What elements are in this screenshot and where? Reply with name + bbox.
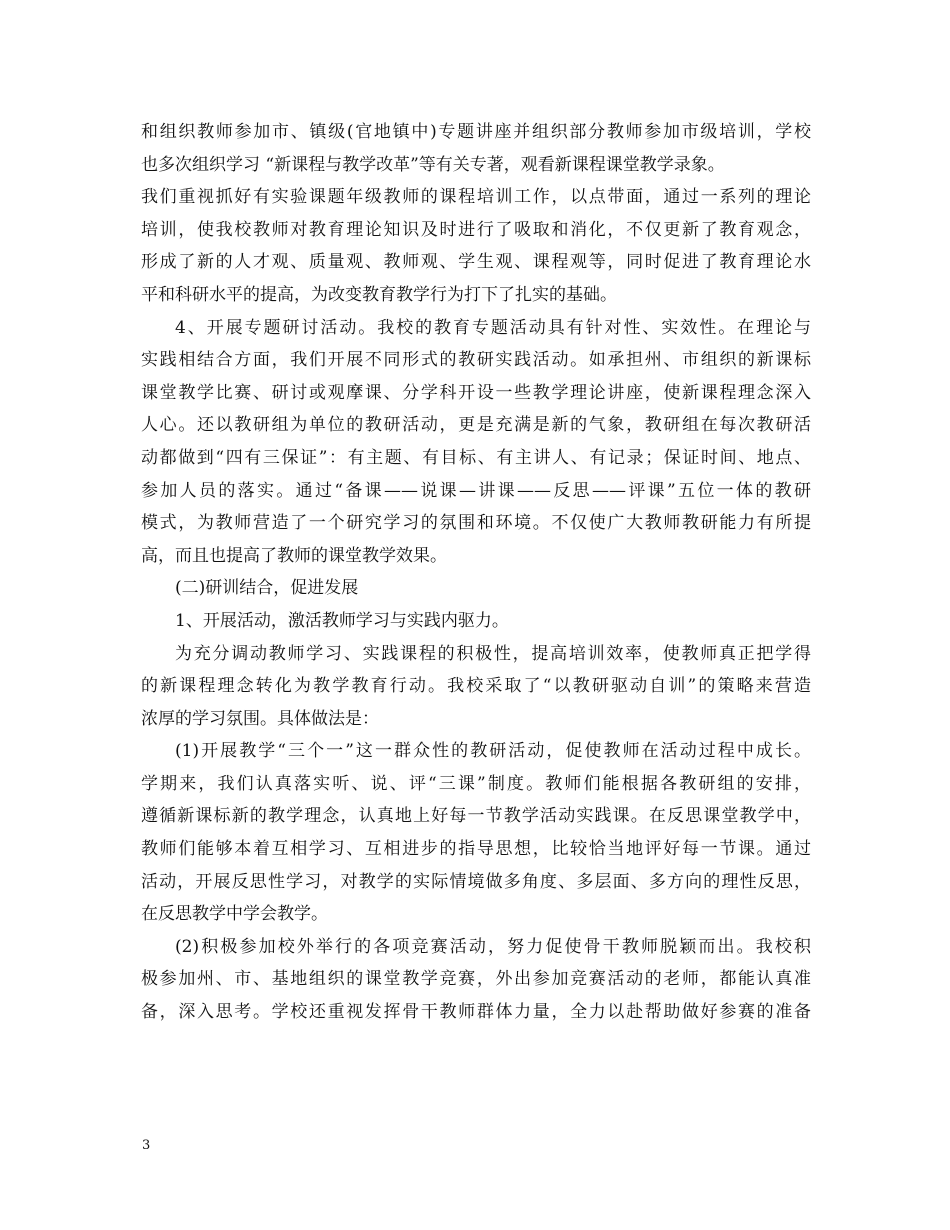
text-line: 动都做到“四有三保证”：有主题、有目标、有主讲人、有记录；保证时间、地点、 — [141, 447, 811, 468]
text-line: 模式，为教师营造了一个研究学习的氛围和环境。不仅使广大教师教研能力有所提 — [141, 513, 811, 534]
text-line: 也多次组织学习 “新课程与教学改革”等有关专著，观看新课程课堂教学录象。 — [141, 154, 725, 175]
page-number: 3 — [142, 1138, 151, 1153]
body-text — [141, 116, 811, 1029]
text-line: 我们重视抓好有实验课题年级教师的课程培训工作，以点带面，通过一系列的理论 — [141, 187, 811, 208]
text-line: 高，而且也提高了教师的课堂教学效果。 — [141, 545, 447, 566]
text-line: 4、开展专题研讨活动。我校的教育专题活动具有针对性、实效性。在理论与 — [175, 317, 811, 338]
text-line: 的新课程理念转化为教学教育行动。我校采取了“以教研驱动自训”的策略来营造 — [141, 676, 811, 697]
text-line: 学期来，我们认真落实听、说、评“三课”制度。教师们能根据各教研组的安排， — [141, 773, 811, 794]
text-line: 培训，使我校教师对教育理论知识及时进行了吸取和消化，不仅更新了教育观念， — [141, 219, 811, 240]
text-line: 人心。还以教研组为单位的教研活动，更是充满是新的气象，教研组在每次教研活 — [141, 415, 811, 436]
text-line: (2)积极参加校外举行的各项竞赛活动，努力促使骨干教师脱颖而出。我校积 — [175, 936, 811, 957]
text-line: 参加人员的落实。通过“备课——说课—讲课——反思——评课”五位一体的教研 — [141, 480, 811, 501]
text-line: 1、开展活动，激活教师学习与实践内驱力。 — [175, 610, 509, 631]
text-line: (1)开展教学“三个一”这一群众性的教研活动，促使教师在活动过程中成长。 — [175, 741, 811, 762]
text-line: 活动，开展反思性学习，对教学的实际情境做多角度、多层面、多方向的理性反思， — [141, 871, 811, 892]
text-line: 浓厚的学习氛围。具体做法是： — [141, 708, 379, 729]
text-line: 实践相结合方面，我们开展不同形式的教研实践活动。如承担州、市组织的新课标 — [141, 350, 811, 371]
text-line: 形成了新的人才观、质量观、教师观、学生观、课程观等，同时促进了教育理论水 — [141, 252, 811, 273]
text-line: (二)研训结合，促进发展 — [175, 578, 359, 599]
text-line: 和组织教师参加市、镇级(官地镇中)专题讲座并组织部分教师参加市级培训，学校 — [141, 122, 811, 142]
text-line: 平和科研水平的提高，为改变教育教学行为打下了扎实的基础。 — [141, 284, 617, 305]
text-line: 极参加州、市、基地组织的课堂教学竞赛，外出参加竞赛活动的老师，都能认真准 — [141, 969, 811, 990]
text-line: 为充分调动教师学习、实践课程的积极性，提高培训效率，使教师真正把学得 — [175, 643, 811, 664]
text-line: 遵循新课标新的教学理念，认真地上好每一节教学活动实践课。在反思课堂教学中， — [141, 806, 811, 827]
text-line: 备，深入思考。学校还重视发挥骨干教师群体力量，全力以赴帮助做好参赛的准备 — [141, 1002, 811, 1023]
text-line: 教师们能够本着互相学习、互相进步的指导思想，比较恰当地评好每一节课。通过 — [141, 839, 811, 860]
text-line: 在反思教学中学会教学。 — [141, 904, 328, 925]
text-line: 课堂教学比赛、研讨或观摩课、分学科开设一些教学理论讲座，使新课程理念深入 — [141, 382, 811, 403]
